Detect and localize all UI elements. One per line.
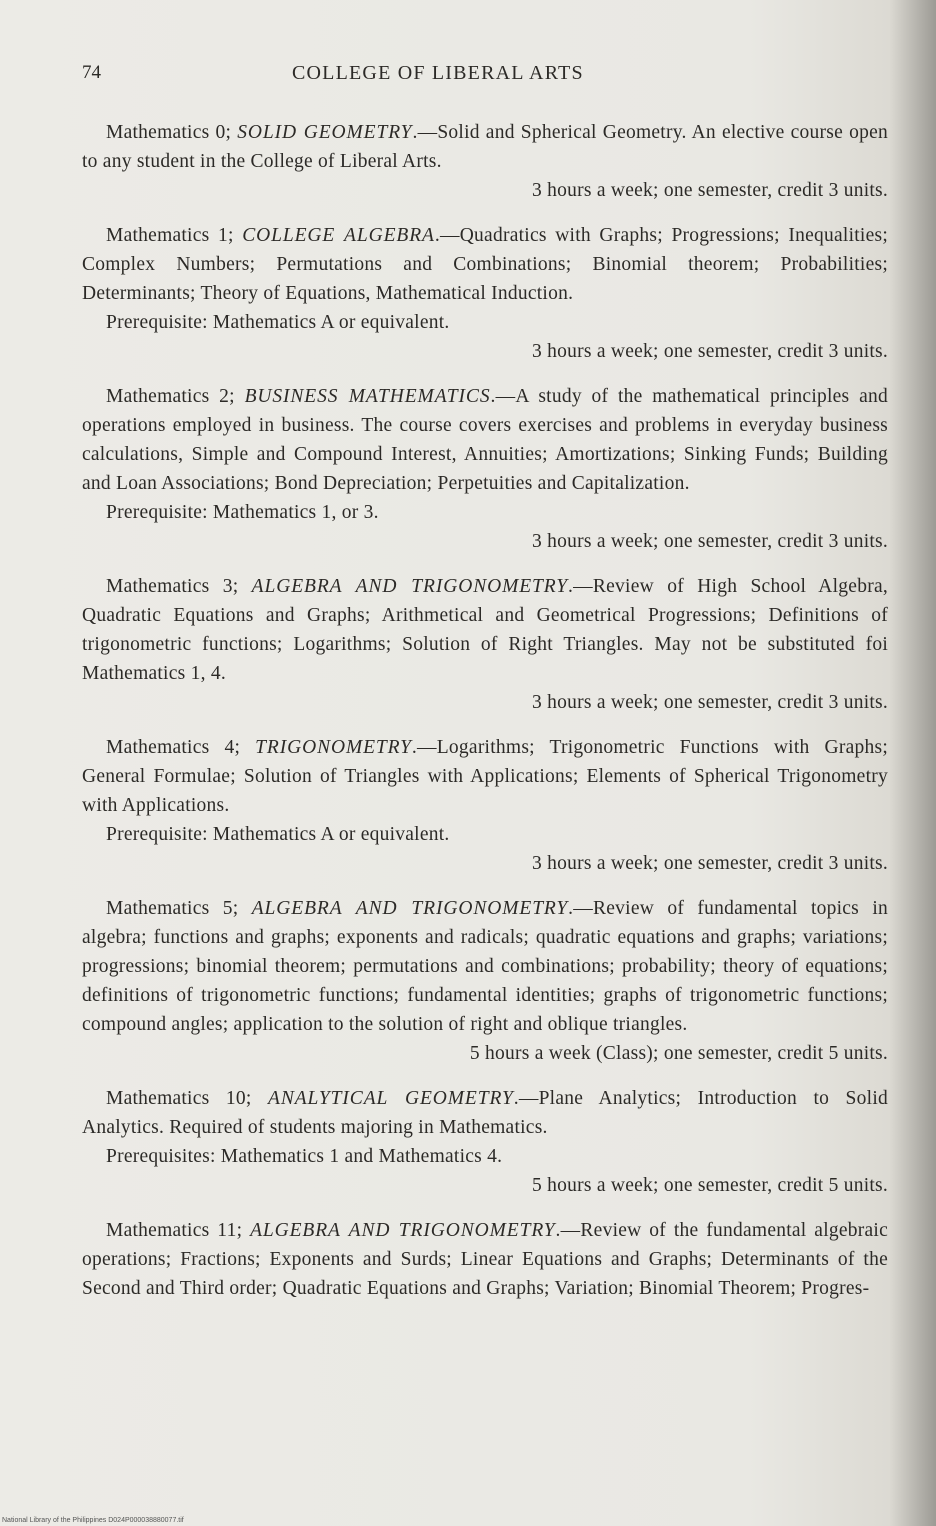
- course-entry: [82, 894, 888, 1068]
- course-text: .—Solid and Spherical Geometry. An elective course open to any student in the College of Liberal Arts.: [82, 122, 889, 172]
- course-code: Mathematics 11;: [106, 1220, 251, 1241]
- course-entry: [82, 1216, 888, 1303]
- course-title: TRIGONOMETRY: [255, 737, 412, 758]
- course-code: Mathematics 10;: [106, 1088, 269, 1109]
- course-description: [82, 733, 888, 820]
- course-code: Mathematics 0;: [106, 122, 238, 143]
- course-entry: [82, 733, 888, 878]
- course-list: [82, 118, 888, 1319]
- course-text: .—Plane Analytics; Introduction to Solid Analytics. Required of students majoring in Mathematics.: [82, 1088, 888, 1138]
- course-text: .—Review of the fundamental algebraic operations; Fractions; Exponents and Surds; Linear Equations and Graphs; Determinants of the Second and Third order; Quadratic Equations and Graphs; Variation; Binomial Theorem; Progres-: [82, 1220, 889, 1299]
- course-hours: 3 hours a week; one semester, credit 3 units.: [532, 692, 888, 713]
- course-prerequisite: Prerequisite: Mathematics A or equivalent.: [106, 824, 450, 845]
- course-text: .—Logarithms; Trigonometric Functions with Graphs; General Formulae; Solution of Triangles with Applications; Elements of Spherical Trigonometry with Applications.: [82, 737, 889, 816]
- course-title: ALGEBRA AND TRIGONOMETRY: [251, 576, 568, 597]
- course-prerequisite: Prerequisites: Mathematics 1 and Mathematics 4.: [106, 1146, 503, 1167]
- course-hours: 3 hours a week; one semester, credit 3 units.: [532, 180, 888, 201]
- course-code: Mathematics 5;: [106, 898, 252, 919]
- running-head: COLLEGE OF LIBERAL ARTS: [292, 62, 584, 84]
- course-entry: [82, 221, 888, 366]
- course-hours: 3 hours a week; one semester, credit 3 units.: [532, 853, 888, 874]
- course-title: COLLEGE ALGEBRA: [242, 225, 435, 246]
- course-description: [82, 572, 888, 688]
- course-prerequisite: Prerequisite: Mathematics A or equivalent.: [106, 312, 450, 333]
- course-hours: 3 hours a week; one semester, credit 3 units.: [532, 341, 888, 362]
- course-prerequisite: Prerequisite: Mathematics 1, or 3.: [106, 502, 379, 523]
- page-header: [82, 62, 882, 92]
- course-description: [82, 894, 888, 1039]
- page-number: 74: [82, 62, 101, 83]
- course-description: [82, 1084, 888, 1142]
- course-description: [82, 221, 888, 308]
- course-description: [82, 1216, 888, 1303]
- course-title: SOLID GEOMETRY: [237, 122, 413, 143]
- course-code: Mathematics 3;: [106, 576, 252, 597]
- course-hours: 5 hours a week; one semester, credit 5 units.: [532, 1175, 888, 1196]
- course-entry: [82, 382, 888, 556]
- course-description: [82, 118, 888, 176]
- course-code: Mathematics 1;: [106, 225, 243, 246]
- course-description: [82, 382, 888, 498]
- course-code: Mathematics 2;: [106, 386, 245, 407]
- course-text: .—Review of High School Algebra, Quadratic Equations and Graphs; Arithmetical and Geometrical Progressions; Definitions of trigonometric functions; Logarithms; Solution of Right Triangles. May not be substituted foi Mathematics 1, 4.: [82, 576, 888, 684]
- course-text: .—Quadratics with Graphs; Progressions; Inequalities; Complex Numbers; Permutations and Combinations; Binomial theorem; Probabilities; Determinants; Theory of Equations, Mathematical Induction.: [82, 225, 888, 304]
- course-entry: [82, 572, 888, 717]
- course-hours: 3 hours a week; one semester, credit 3 units.: [532, 531, 888, 552]
- course-entry: [82, 118, 888, 205]
- scan-source-label: National Library of the Philippines D024P000038880077.tif: [2, 1517, 184, 1524]
- course-code: Mathematics 4;: [106, 737, 256, 758]
- course-title: BUSINESS MATHEMATICS: [244, 386, 491, 407]
- course-text: .—Review of fundamental topics in algebra; functions and graphs; exponents and radicals; quadratic equations and graphs; variations; progressions; binomial theorem; permutations and combinations; probability; theory of equations; definitions of trigonometric functions; fundamental identities; graphs of trigonometric functions; compound angles; application to the solution of right and oblique triangles.: [82, 898, 888, 1035]
- course-title: ALGEBRA AND TRIGONOMETRY: [251, 898, 569, 919]
- course-text: .—A study of the mathematical principles and operations employed in business. The course covers exercises and problems in everyday business calculations, Simple and Compound Interest, Annuities; Amortizations; Sinking Funds; Building and Loan Associations; Bond Depreciation; Perpetuities and Capitalization.: [82, 386, 889, 494]
- course-entry: [82, 1084, 888, 1200]
- course-hours: 5 hours a week (Class); one semester, credit 5 units.: [469, 1043, 888, 1064]
- course-title: ANALYTICAL GEOMETRY: [268, 1088, 514, 1109]
- course-title: ALGEBRA AND TRIGONOMETRY: [250, 1220, 556, 1241]
